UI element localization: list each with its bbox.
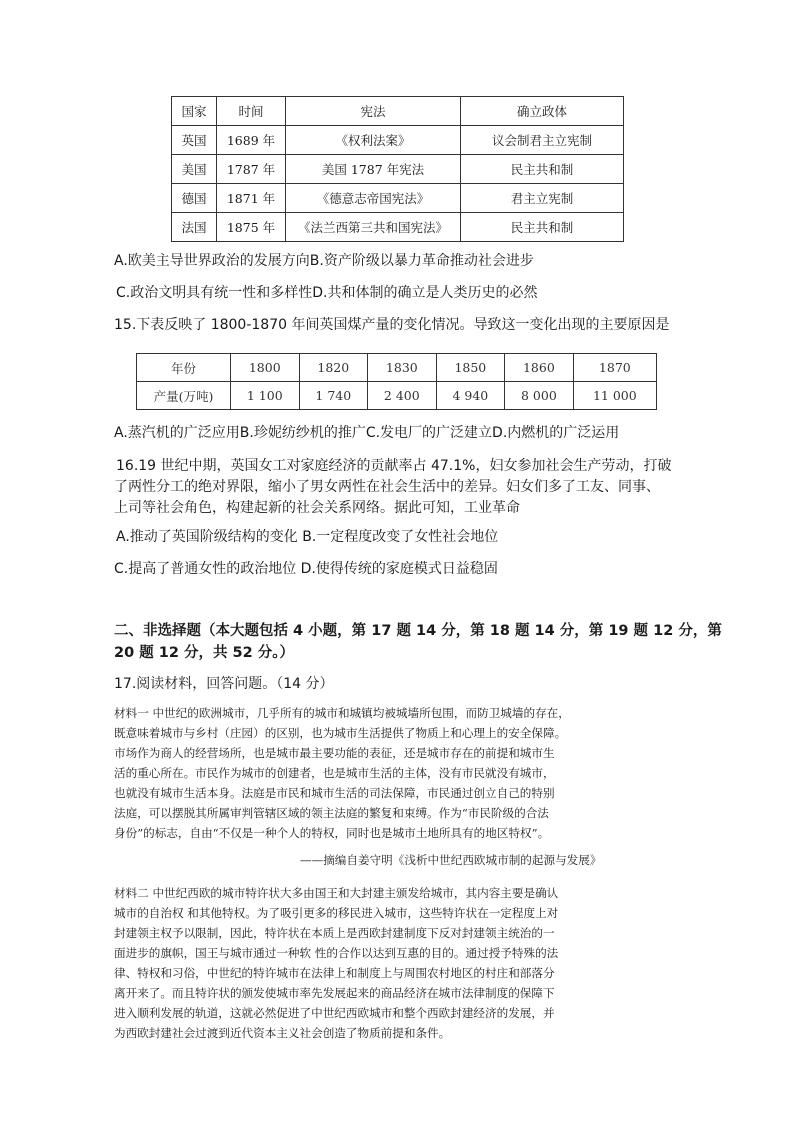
table-cell: 1800: [231, 354, 300, 382]
table-cell: 1860: [505, 354, 574, 382]
material-line: 既意味着城市与乡村（庄园）的区别，也为城市生活提供了物质上和心理上的安全保障。: [114, 726, 567, 740]
table-cell: 1871 年: [217, 184, 286, 213]
q17-stem: 17.阅读材料，回答问题。（14 分）: [114, 676, 334, 692]
q16-stem-line3: 上司等社会角色，构建起新的社会关系网络。据此可知，工业革命: [114, 500, 520, 516]
table-header-cell: 国家: [172, 97, 217, 126]
table-cell: 1 100: [231, 382, 300, 410]
table-cell: 君主立宪制: [461, 184, 624, 213]
q16-stem-line2: 了两性分工的绝对界限，缩小了男女两性在社会生活中的差异。妇女们多了工友、同事、: [114, 479, 660, 495]
table-cell: 8 000: [505, 382, 574, 410]
table-cell: 1875 年: [217, 213, 286, 242]
material-line: 面进步的旗帜，国王与城市通过一种软 性的合作以达到互惠的目的。通过授予特殊的法: [114, 946, 559, 960]
table-cell: 《法兰西第三共和国宪法》: [286, 213, 461, 242]
table-cell: 4 940: [436, 382, 505, 410]
material-line: 身份”的标志，自由“不仅是一种个人的特权，同时也是城市土地所具有的地区特权”。: [114, 826, 550, 840]
q14-options-ab: A.欧美主导世界政治的发展方向B.资产阶级以暴力革命推动社会进步: [114, 253, 534, 269]
q16-stem-line1: 16.19 世纪中期，英国女工对家庭经济的贡献率占 47.1%，妇女参加社会生产劳动，打破: [116, 458, 672, 474]
material-line: 为西欧封建社会过渡到近代资本主义社会创造了物质前提和条件。: [114, 1026, 451, 1040]
material-line: 律、特权和习俗，中世纪的特许城市在法律上和制度上与周围农村地区的村庄和部落分: [114, 966, 555, 980]
table-cell: 1689 年: [217, 126, 286, 155]
table-header-cell: 时间: [217, 97, 286, 126]
table-cell: 《德意志帝国宪法》: [286, 184, 461, 213]
table-cell: 11 000: [573, 382, 656, 410]
table-row: [172, 155, 624, 184]
table-header-cell: 确立政体: [461, 97, 624, 126]
table-cell: 英国: [172, 126, 217, 155]
table-row-year: [137, 354, 657, 382]
table-cell: 德国: [172, 184, 217, 213]
table-header-row: [172, 97, 624, 126]
material-line: 城市的自治权 和其他特权。为了吸引更多的移民进入城市，这些特许状在一定程度上对: [114, 906, 559, 920]
material-line: 市场作为商人的经营场所，也是城市最主要功能的表征，还是城市存在的前提和城市生: [114, 746, 555, 760]
table-cell: 民主共和制: [461, 155, 624, 184]
table-row-header: 年份: [137, 354, 231, 382]
material-line: 材料二 中世纪西欧的城市特许状大多由国王和大封建主颁发给城市，其内容主要是确认: [114, 886, 559, 900]
material-line: 材料一 中世纪的欧洲城市，几乎所有的城市和城镇均被城墙所包围，而防卫城墙的存在，: [114, 706, 570, 720]
table-cell: 1850: [436, 354, 505, 382]
table-cell: 1830: [368, 354, 437, 382]
table-row: [172, 184, 624, 213]
table-cell: 《权利法案》: [286, 126, 461, 155]
table-row: [172, 213, 624, 242]
material-line: 法庭，可以摆脱其所属审判管辖区域的领主法庭的繁复和束缚。作为“市民阶级的合法: [114, 806, 549, 820]
table-cell: 1787 年: [217, 155, 286, 184]
material-line: 也就没有城市生活本身。法庭是市民和城市生活的司法保障，市民通过创立自己的特别: [114, 786, 555, 800]
material-two: [114, 883, 558, 1043]
q15-stem: 15.下表反映了 1800-1870 年间英国煤产量的变化情况。导致这一变化出现的主要原因是: [114, 317, 670, 333]
coal-output-table: [136, 353, 657, 410]
table-cell: 1820: [299, 354, 368, 382]
material-line: 封建领主权予以限制，因此，特许状在本质上是西欧封建制度下反对封建领主统治的一: [114, 926, 555, 940]
q14-options-cd: C.政治文明具有统一性和多样性D.共和体制的确立是人类历史的必然: [116, 285, 538, 301]
constitution-table: [171, 96, 624, 242]
table-header-cell: 宪法: [286, 97, 461, 126]
material-line: 进入顺利发展的轨道，这就必然促进了中世纪西欧城市和整个西欧封建经济的发展，并: [114, 1006, 555, 1020]
table-cell: 2 400: [368, 382, 437, 410]
material-source: ——摘编自姜守明《浅析中世纪西欧城市制的起源与发展》: [300, 853, 602, 867]
table-cell: 民主共和制: [461, 213, 624, 242]
table-row-header: 产量(万吨): [137, 382, 231, 410]
table-row: [172, 126, 624, 155]
material-one: [114, 703, 570, 843]
q16-options-cd: C.提高了普通女性的政治地位 D.使得传统的家庭模式日益稳固: [114, 561, 498, 577]
material-line: 离开来了。而且特许状的颁发使城市率先发展起来的商品经济在城市法律制度的保障下: [114, 986, 555, 1000]
table-cell: 美国 1787 年宪法: [286, 155, 461, 184]
section-heading-line1: 二、非选择题（本大题包括 4 小题，第 17 题 14 分，第 18 题 14 分，第 19 题 12 分，第: [114, 623, 722, 639]
table-row-output: [137, 382, 657, 410]
material-line: 活的重心所在。市民作为城市的创建者，也是城市生活的主体，没有市民就没有城市，: [114, 766, 555, 780]
table-cell: 法国: [172, 213, 217, 242]
table-cell: 1870: [573, 354, 656, 382]
table-cell: 美国: [172, 155, 217, 184]
table-cell: 议会制君主立宪制: [461, 126, 624, 155]
q15-options: A.蒸汽机的广泛应用B.珍妮纺纱机的推广C.发电厂的广泛建立D.内燃机的广泛运用: [114, 425, 620, 441]
section-heading-line2: 20 题 12 分，共 52 分。）: [114, 645, 295, 661]
q16-options-ab: A.推动了英国阶级结构的变化 B.一定程度改变了女性社会地位: [116, 529, 499, 545]
table-cell: 1 740: [299, 382, 368, 410]
